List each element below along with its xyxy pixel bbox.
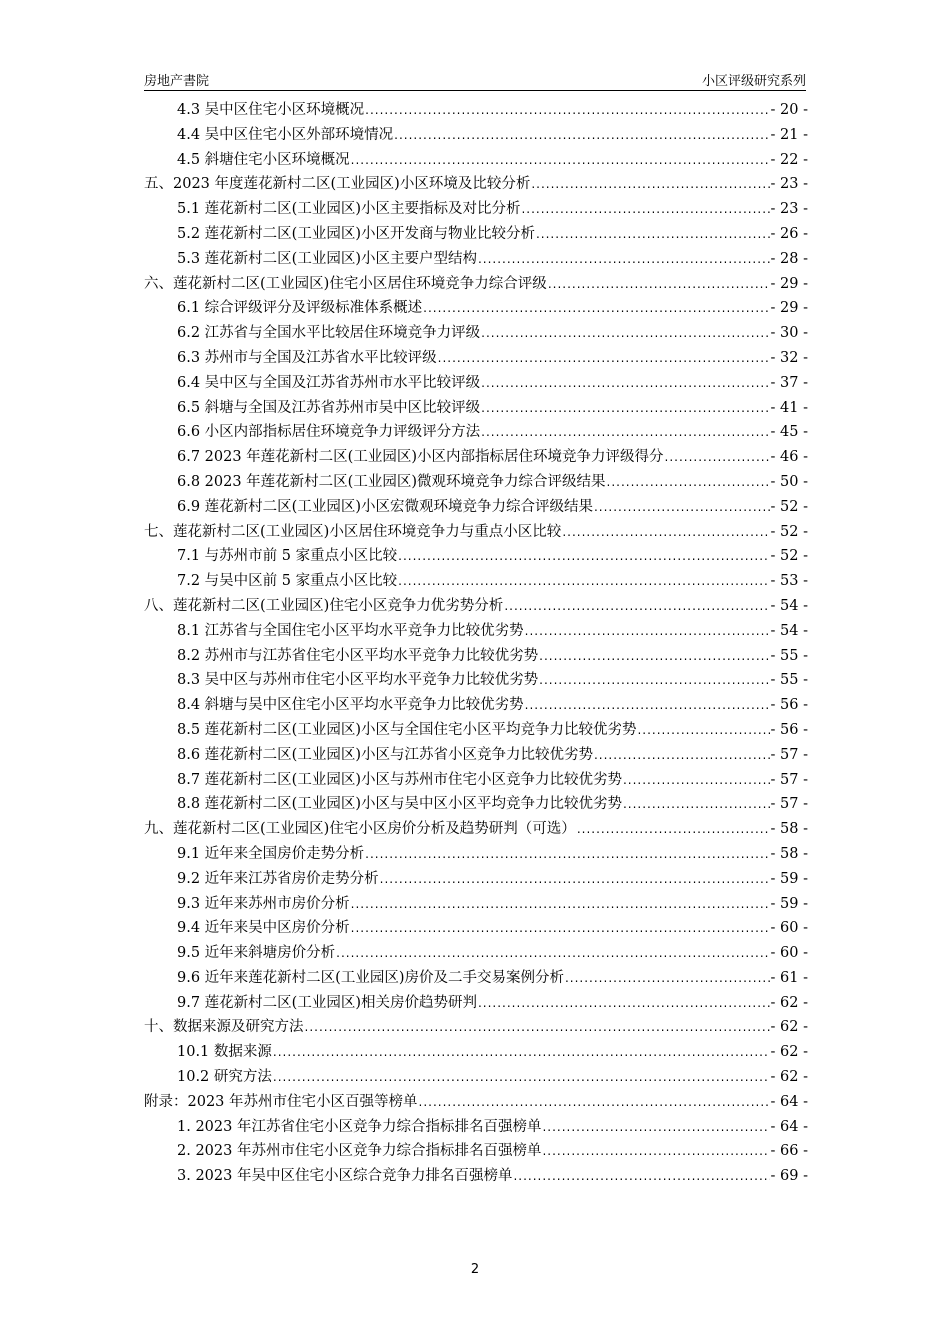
- toc-entry-title: 8.2 苏州市与江苏省住宅小区平均水平竞争力比较优劣势: [177, 647, 539, 664]
- toc-entry[interactable]: [144, 1139, 808, 1164]
- toc-leader-dots: [539, 644, 769, 669]
- toc-entry-page: - 57 -: [770, 796, 808, 813]
- toc-entry-title: 7.2 与吴中区前 5 家重点小区比较: [177, 573, 398, 590]
- toc-entry[interactable]: [144, 817, 808, 842]
- toc-entry-page: - 55 -: [770, 647, 808, 664]
- toc-leader-dots: [594, 743, 770, 768]
- toc-entry[interactable]: [144, 123, 808, 148]
- toc-leader-dots: [351, 148, 770, 173]
- toc-entry-title: 9.6 近年来莲花新村二区(工业园区)房价及二手交易案例分析: [177, 969, 564, 986]
- toc-leader-dots: [478, 247, 770, 272]
- toc-leader-dots: [637, 718, 769, 743]
- toc-leader-dots: [623, 768, 770, 793]
- toc-entry-page: - 52 -: [770, 523, 808, 540]
- toc-entry[interactable]: [144, 1015, 808, 1040]
- toc-entry-page: - 52 -: [770, 548, 808, 565]
- toc-entry-page: - 56 -: [770, 697, 808, 714]
- toc-leader-dots: [504, 594, 769, 619]
- toc-entry[interactable]: [144, 892, 808, 917]
- toc-entry[interactable]: [144, 1115, 808, 1140]
- toc-entry[interactable]: [144, 396, 808, 421]
- toc-entry-title: 6.3 苏州市与全国及江苏省水平比较评级: [177, 349, 437, 366]
- toc-entry-page: - 23 -: [770, 176, 808, 193]
- toc-leader-dots: [623, 792, 770, 817]
- toc-entry[interactable]: [144, 644, 808, 669]
- toc-entry-title: 8.5 莲花新村二区(工业园区)小区与全国住宅小区平均竞争力比较优劣势: [177, 721, 637, 738]
- toc-entry-page: - 57 -: [770, 771, 808, 788]
- toc-leader-dots: [565, 966, 770, 991]
- toc-entry[interactable]: [144, 148, 808, 173]
- toc-leader-dots: [607, 470, 770, 495]
- toc-entry-page: - 59 -: [770, 870, 808, 887]
- toc-entry-title: 九、莲花新村二区(工业园区)住宅小区房价分析及趋势研判（可选）: [144, 821, 576, 838]
- toc-entry-page: - 60 -: [770, 920, 808, 937]
- toc-leader-dots: [419, 1090, 770, 1115]
- toc-entry-page: - 26 -: [770, 225, 808, 242]
- toc-leader-dots: [398, 569, 769, 594]
- toc-leader-dots: [394, 123, 769, 148]
- toc-entry-page: - 55 -: [770, 672, 808, 689]
- toc-entry-title: 9.7 莲花新村二区(工业园区)相关房价趋势研判: [177, 994, 477, 1011]
- toc-entry-title: 七、莲花新村二区(工业园区)小区居住环境竞争力与重点小区比较: [144, 523, 562, 540]
- toc-entry[interactable]: [144, 594, 808, 619]
- toc-entry[interactable]: [144, 98, 808, 123]
- toc-entry[interactable]: [144, 991, 808, 1016]
- toc-leader-dots: [351, 916, 770, 941]
- toc-entry-page: - 28 -: [770, 250, 808, 267]
- toc-entry[interactable]: [144, 371, 808, 396]
- toc-entry-page: - 56 -: [770, 721, 808, 738]
- toc-leader-dots: [423, 296, 769, 321]
- toc-entry-title: 6.1 综合评级评分及评级标准体系概述: [177, 300, 423, 317]
- toc-leader-dots: [525, 693, 770, 718]
- toc-entry-page: - 52 -: [770, 498, 808, 515]
- toc-leader-dots: [351, 892, 770, 917]
- toc-leader-dots: [577, 817, 770, 842]
- toc-entry-page: - 23 -: [770, 201, 808, 218]
- toc-entry-title: 5.3 莲花新村二区(工业园区)小区主要户型结构: [177, 250, 477, 267]
- toc-entry-title: 9.2 近年来江苏省房价走势分析: [177, 870, 379, 887]
- toc-leader-dots: [665, 445, 770, 470]
- toc-entry-page: - 22 -: [770, 151, 808, 168]
- toc-leader-dots: [380, 867, 770, 892]
- toc-entry[interactable]: [144, 867, 808, 892]
- toc-entry-title: 六、莲花新村二区(工业园区)住宅小区居住环境竞争力综合评级: [144, 275, 547, 292]
- toc-entry-title: 8.4 斜塘与吴中区住宅小区平均水平竞争力比较优劣势: [177, 697, 524, 714]
- toc-entry[interactable]: [144, 966, 808, 991]
- toc-leader-dots: [438, 346, 770, 371]
- page-number: 2: [470, 1262, 480, 1277]
- toc-entry-page: - 53 -: [770, 573, 808, 590]
- toc-entry[interactable]: [144, 718, 808, 743]
- toc-entry[interactable]: [144, 321, 808, 346]
- toc-entry-page: - 45 -: [770, 424, 808, 441]
- toc-entry[interactable]: [144, 420, 808, 445]
- toc-leader-dots: [539, 668, 769, 693]
- toc-entry[interactable]: [144, 916, 808, 941]
- toc-entry[interactable]: [144, 197, 808, 222]
- toc-entry-page: - 54 -: [770, 597, 808, 614]
- toc-leader-dots: [336, 941, 769, 966]
- toc-leader-dots: [365, 842, 769, 867]
- header-publisher: 房地产書院: [144, 74, 210, 89]
- toc-entry-title: 4.4 吴中区住宅小区外部环境情况: [177, 126, 394, 143]
- toc-leader-dots: [525, 619, 770, 644]
- toc-leader-dots: [562, 520, 769, 545]
- toc-entry-page: - 54 -: [770, 622, 808, 639]
- toc-entry-title: 8.6 莲花新村二区(工业园区)小区与江苏省小区竞争力比较优劣势: [177, 746, 593, 763]
- toc-entry[interactable]: [144, 1090, 808, 1115]
- toc-entry[interactable]: [144, 445, 808, 470]
- toc-entry-title: 附录：2023 年苏州市住宅小区百强等榜单: [144, 1093, 418, 1110]
- toc-entry-title: 9.5 近年来斜塘房价分析: [177, 945, 336, 962]
- toc-entry[interactable]: [144, 346, 808, 371]
- toc-entry[interactable]: [144, 569, 808, 594]
- toc-entry-page: - 64 -: [770, 1093, 808, 1110]
- toc-entry[interactable]: [144, 296, 808, 321]
- toc-entry-title: 6.9 莲花新村二区(工业园区)小区宏微观环境竞争力综合评级结果: [177, 498, 593, 515]
- toc-entry-title: 8.8 莲花新村二区(工业园区)小区与吴中区小区平均竞争力比较优劣势: [177, 796, 622, 813]
- toc-entry-title: 3. 2023 年吴中区住宅小区综合竞争力排名百强榜单: [177, 1168, 513, 1185]
- toc-entry-title: 9.3 近年来苏州市房价分析: [177, 895, 350, 912]
- toc-leader-dots: [542, 1139, 769, 1164]
- toc-entry[interactable]: [144, 768, 808, 793]
- toc-entry-title: 10.1 数据来源: [177, 1044, 272, 1061]
- toc-leader-dots: [481, 321, 769, 346]
- toc-leader-dots: [536, 222, 770, 247]
- toc-entry[interactable]: [144, 247, 808, 272]
- toc-entry-title: 5.2 莲花新村二区(工业园区)小区开发商与物业比较分析: [177, 225, 535, 242]
- toc-entry[interactable]: [144, 668, 808, 693]
- toc-entry-title: 6.7 2023 年莲花新村二区(工业园区)小区内部指标居住环境竞争力评级得分: [177, 449, 664, 466]
- toc-entry-page: - 59 -: [770, 895, 808, 912]
- toc-entry-page: - 66 -: [770, 1143, 808, 1160]
- toc-entry-page: - 60 -: [770, 945, 808, 962]
- toc-entry-title: 6.5 斜塘与全国及江苏省苏州市吴中区比较评级: [177, 399, 481, 416]
- toc-entry[interactable]: [144, 1164, 808, 1189]
- toc-entry-page: - 57 -: [770, 746, 808, 763]
- toc-leader-dots: [478, 991, 770, 1016]
- toc-entry[interactable]: [144, 743, 808, 768]
- toc-entry-title: 9.1 近年来全国房价走势分析: [177, 845, 365, 862]
- page-header: [144, 68, 806, 91]
- toc-entry-page: - 62 -: [770, 1019, 808, 1036]
- toc-entry[interactable]: [144, 222, 808, 247]
- toc-leader-dots: [365, 98, 769, 123]
- toc-entry[interactable]: [144, 544, 808, 569]
- toc-leader-dots: [531, 172, 769, 197]
- toc-entry-title: 6.8 2023 年莲花新村二区(工业园区)微观环境竞争力综合评级结果: [177, 473, 606, 490]
- toc-entry[interactable]: [144, 842, 808, 867]
- toc-entry-page: - 41 -: [770, 399, 808, 416]
- toc-entry-page: - 69 -: [770, 1168, 808, 1185]
- toc-entry-title: 7.1 与苏州市前 5 家重点小区比较: [177, 548, 398, 565]
- toc-entry[interactable]: [144, 1065, 808, 1090]
- toc-leader-dots: [548, 272, 770, 297]
- toc-entry-page: - 58 -: [770, 845, 808, 862]
- toc-entry-title: 5.1 莲花新村二区(工业园区)小区主要指标及对比分析: [177, 201, 521, 218]
- header-series-title: 小区评级研究系列: [701, 74, 806, 89]
- toc-entry-page: - 46 -: [770, 449, 808, 466]
- toc-entry-page: - 32 -: [770, 349, 808, 366]
- toc-leader-dots: [481, 396, 769, 421]
- toc-entry-page: - 62 -: [770, 994, 808, 1011]
- toc-entry[interactable]: [144, 792, 808, 817]
- toc-entry-page: - 50 -: [770, 473, 808, 490]
- toc-entry[interactable]: [144, 172, 808, 197]
- toc-entry-page: - 29 -: [770, 300, 808, 317]
- toc-leader-dots: [521, 197, 769, 222]
- toc-entry-title: 6.6 小区内部指标居住环境竞争力评级评分方法: [177, 424, 481, 441]
- toc-entry-title: 4.5 斜塘住宅小区环境概况: [177, 151, 350, 168]
- toc-leader-dots: [305, 1015, 770, 1040]
- toc-entry-title: 8.3 吴中区与苏州市住宅小区平均水平竞争力比较优劣势: [177, 672, 539, 689]
- toc-entry-page: - 64 -: [770, 1118, 808, 1135]
- toc-entry-title: 10.2 研究方法: [177, 1069, 272, 1086]
- toc-leader-dots: [398, 544, 769, 569]
- toc-entry-title: 五、2023 年度莲花新村二区(工业园区)小区环境及比较分析: [144, 176, 531, 193]
- toc-entry-title: 2. 2023 年苏州市住宅小区竞争力综合指标排名百强榜单: [177, 1143, 542, 1160]
- toc-leader-dots: [481, 371, 769, 396]
- toc-leader-dots: [513, 1164, 769, 1189]
- toc-entry[interactable]: [144, 941, 808, 966]
- toc-entry[interactable]: [144, 619, 808, 644]
- toc-entry-page: - 29 -: [770, 275, 808, 292]
- toc-entry[interactable]: [144, 520, 808, 545]
- toc-leader-dots: [542, 1115, 769, 1140]
- toc-leader-dots: [273, 1040, 770, 1065]
- toc-entry[interactable]: [144, 470, 808, 495]
- table-of-contents: [144, 98, 808, 1189]
- toc-entry-title: 9.4 近年来吴中区房价分析: [177, 920, 350, 937]
- toc-leader-dots: [273, 1065, 770, 1090]
- toc-entry-page: - 30 -: [770, 325, 808, 342]
- toc-entry-page: - 62 -: [770, 1044, 808, 1061]
- toc-entry-page: - 61 -: [770, 969, 808, 986]
- toc-entry-title: 6.2 江苏省与全国水平比较居住环境竞争力评级: [177, 325, 481, 342]
- toc-entry-page: - 62 -: [770, 1069, 808, 1086]
- toc-entry[interactable]: [144, 693, 808, 718]
- toc-entry-title: 6.4 吴中区与全国及江苏省苏州市水平比较评级: [177, 374, 481, 391]
- toc-entry-title: 1. 2023 年江苏省住宅小区竞争力综合指标排名百强榜单: [177, 1118, 542, 1135]
- toc-entry-title: 八、莲花新村二区(工业园区)住宅小区竞争力优劣势分析: [144, 597, 504, 614]
- toc-entry-page: - 20 -: [770, 102, 808, 118]
- toc-entry-title: 十、数据来源及研究方法: [144, 1019, 304, 1036]
- toc-leader-dots: [594, 495, 770, 520]
- toc-entry-title: 4.3 吴中区住宅小区环境概况: [177, 102, 365, 118]
- toc-entry-page: - 21 -: [770, 126, 808, 143]
- toc-leader-dots: [481, 420, 769, 445]
- toc-entry-title: 8.1 江苏省与全国住宅小区平均水平竞争力比较优劣势: [177, 622, 524, 639]
- toc-entry-page: - 37 -: [770, 374, 808, 391]
- toc-entry-title: 8.7 莲花新村二区(工业园区)小区与苏州市住宅小区竞争力比较优劣势: [177, 771, 622, 788]
- toc-entry-page: - 58 -: [770, 821, 808, 838]
- toc-entry[interactable]: [144, 272, 808, 297]
- toc-entry[interactable]: [144, 495, 808, 520]
- toc-entry[interactable]: [144, 1040, 808, 1065]
